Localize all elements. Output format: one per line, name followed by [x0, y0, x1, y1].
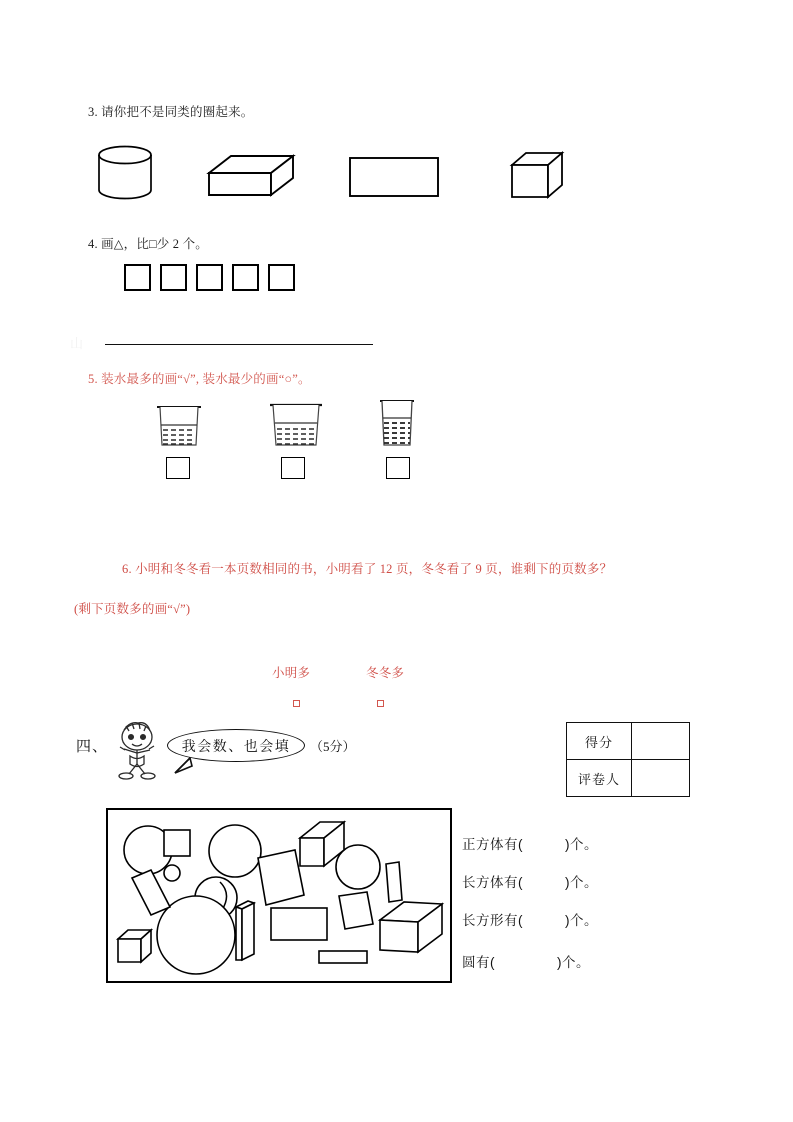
section-4-bubble [167, 729, 305, 762]
blank-cube-suffix: )个。 [565, 837, 598, 852]
score-value-defen[interactable] [632, 723, 690, 760]
q6-option-box-xiaoming[interactable] [293, 700, 300, 707]
q3-shape-cylinder[interactable] [95, 145, 155, 201]
blank-rectangle-line[interactable] [462, 909, 598, 929]
blank-circle-suffix: )个。 [557, 955, 590, 970]
blank-rectangle-suffix: )个。 [565, 913, 598, 928]
q3-shape-cuboid[interactable] [205, 151, 297, 201]
shape-cuboid [380, 902, 442, 952]
q4-answer-line[interactable] [105, 344, 373, 345]
score-label-defen: 得分 [567, 723, 632, 760]
q4-square-row [124, 264, 295, 291]
q4-square[interactable] [196, 264, 223, 291]
blank-cuboid-prefix: 长方体有( [462, 875, 523, 890]
q5-answer-box-2[interactable] [281, 457, 305, 479]
q5-answer-box-1[interactable] [166, 457, 190, 479]
question-4-text: 4. 画△，比□少 2 个。 [88, 237, 208, 251]
blank-cuboid-suffix: )个。 [565, 875, 598, 890]
question-3-text: 3. 请你把不是同类的圈起来。 [88, 105, 254, 119]
q4-square[interactable] [160, 264, 187, 291]
q5-cup-1[interactable] [155, 404, 203, 448]
shape-cube [118, 930, 151, 962]
score-table-row [567, 723, 690, 760]
section-4-points: （5分） [310, 739, 356, 754]
score-table [566, 722, 690, 797]
score-label-pingjuanren: 评卷人 [567, 760, 632, 797]
blank-cuboid-line[interactable] [462, 871, 598, 891]
shape-rectangle [386, 862, 402, 902]
shape-rectangle [271, 908, 327, 940]
shape-rectangle [319, 951, 367, 963]
mascot-icon [108, 720, 166, 787]
shape-rectangle [339, 892, 373, 929]
q4-square[interactable] [124, 264, 151, 291]
section-4-bubble-text: 我会数、也会填 [181, 737, 291, 754]
q4-square[interactable] [232, 264, 259, 291]
q5-cup-3[interactable] [378, 398, 416, 448]
question-5-text: 5. 装水最多的画“√”, 装水最少的画“○”。 [88, 372, 311, 386]
blank-rectangle-prefix: 长方形有( [462, 913, 523, 928]
question-6-text: 6. 小明和冬冬看一本页数相同的书，小明看了 12 页，冬冬看了 9 页，谁剩下的页数多？ [122, 562, 613, 576]
shape-cuboid [236, 901, 254, 960]
score-table-row [567, 760, 690, 797]
bubble-tail-icon [174, 757, 196, 774]
q3-shape-cube[interactable] [508, 149, 568, 201]
page-watermark: 山 [70, 336, 84, 351]
blank-circle-prefix: 圆有( [462, 955, 495, 970]
q5-answer-box-3[interactable] [386, 457, 410, 479]
q5-cup-2[interactable] [268, 402, 324, 448]
blank-cube-line[interactable] [462, 833, 598, 853]
q6-option-label-xiaoming[interactable]: 小明多 [272, 666, 311, 680]
blank-circle-line[interactable] [462, 951, 590, 971]
q4-square[interactable] [268, 264, 295, 291]
shape-rectangle [258, 850, 304, 905]
score-value-pingjuanren[interactable] [632, 760, 690, 797]
shape-circle [164, 865, 180, 881]
shape-counting-box [106, 808, 452, 983]
q3-shape-rectangle[interactable] [348, 155, 440, 200]
shape-circle [209, 825, 261, 877]
blank-cube-prefix: 正方体有( [462, 837, 523, 852]
section-4-number: 四、 [76, 739, 109, 755]
q6-option-box-dongdong[interactable] [377, 700, 384, 707]
shape-square [164, 830, 190, 856]
question-6-hint: (剩下页数多的画“√”) [74, 602, 191, 616]
q6-option-label-dongdong[interactable]: 冬冬多 [366, 666, 405, 680]
